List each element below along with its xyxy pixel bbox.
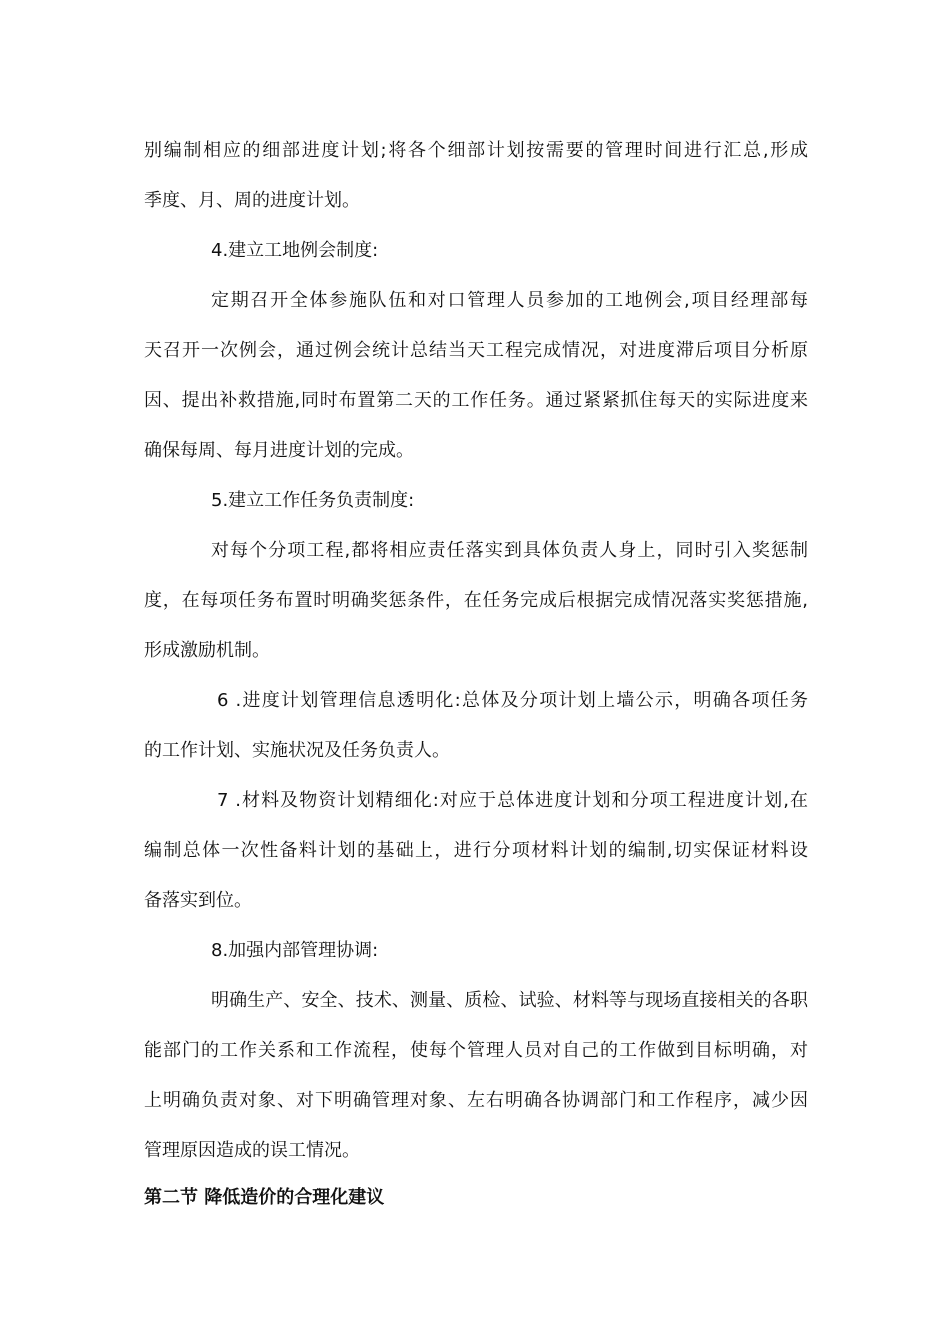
item-heading-5: 5.建立工作任务负责制度: bbox=[211, 490, 415, 511]
paragraph-line: 的工作计划、实施状况及任务负责人。 bbox=[144, 740, 450, 761]
item-heading-4: 4.建立工地例会制度: bbox=[211, 240, 379, 261]
section-heading: 第二节 降低造价的合理化建议 bbox=[144, 1187, 385, 1208]
paragraph-line: 能部门的工作关系和工作流程，使每个管理人员对自己的工作做到目标明确，对 bbox=[144, 1040, 808, 1061]
paragraph-line: 对每个分项工程,都将相应责任落实到具体负责人身上，同时引入奖惩制 bbox=[211, 540, 808, 561]
paragraph-line: 别编制相应的细部进度计划;将各个细部计划按需要的管理时间进行汇总,形成 bbox=[144, 140, 808, 161]
paragraph-line: 上明确负责对象、对下明确管理对象、左右明确各协调部门和工作程序，减少因 bbox=[144, 1090, 808, 1111]
paragraph-line: 因、提出补救措施,同时布置第二天的工作任务。通过紧紧抓住每天的实际进度来 bbox=[144, 390, 808, 411]
item-paragraph-7: 7 .材料及物资计划精细化:对应于总体进度计划和分项工程进度计划,在 bbox=[217, 790, 808, 811]
item-paragraph-6: 6 .进度计划管理信息透明化:总体及分项计划上墙公示，明确各项任务 bbox=[217, 690, 808, 711]
paragraph-line: 形成激励机制。 bbox=[144, 640, 270, 661]
paragraph-line: 备落实到位。 bbox=[144, 890, 252, 911]
paragraph-line: 天召开一次例会，通过例会统计总结当天工程完成情况，对进度滞后项目分析原 bbox=[144, 340, 808, 361]
paragraph-line: 确保每周、每月进度计划的完成。 bbox=[144, 440, 414, 461]
paragraph-line: 明确生产、安全、技术、测量、质检、试验、材料等与现场直接相关的各职 bbox=[211, 990, 808, 1011]
paragraph-line: 度，在每项任务布置时明确奖惩条件，在任务完成后根据完成情况落实奖惩措施, bbox=[144, 590, 808, 611]
item-heading-8: 8.加强内部管理协调: bbox=[211, 940, 379, 961]
paragraph-line: 管理原因造成的误工情况。 bbox=[144, 1140, 360, 1161]
paragraph-line: 编制总体一次性备料计划的基础上，进行分项材料计划的编制,切实保证材料设 bbox=[144, 840, 808, 861]
paragraph-line: 季度、月、周的进度计划。 bbox=[144, 190, 360, 211]
paragraph-line: 定期召开全体参施队伍和对口管理人员参加的工地例会,项目经理部每 bbox=[211, 290, 808, 311]
